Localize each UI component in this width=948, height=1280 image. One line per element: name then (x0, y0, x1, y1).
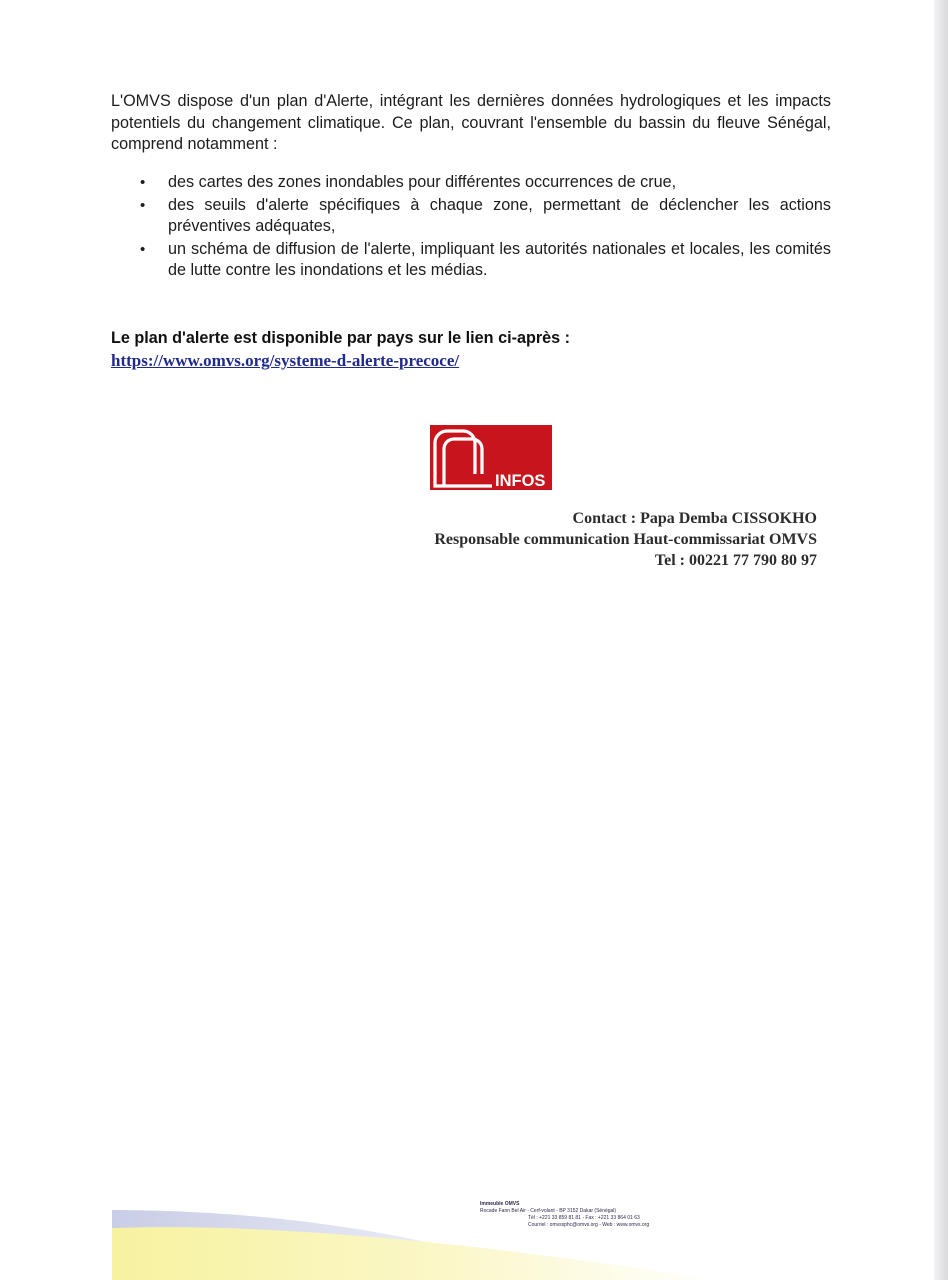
contact-role: Responsable communication Haut-commissariat OMVS (434, 531, 817, 548)
list-item (111, 239, 831, 282)
bullet-icon: • (140, 240, 146, 258)
bullet-icon: • (140, 174, 146, 191)
footer-email-web: Courriel : omvssphc@omvs.org - Web : www.omvs.org (528, 1222, 650, 1228)
intro-paragraph: L'OMVS dispose d'un plan d'Alerte, intégrant les dernières données hydrologiques et les impacts potentiels du changement climatique. Ce plan, couvrant l'ensemble du bassin du fleuve Sénégal, comprend notamment : (111, 92, 831, 153)
alert-plan-link[interactable]: https://www.omvs.org/systeme-d-alerte-precoce/ (111, 351, 460, 370)
page-edge-shadow (934, 0, 948, 1280)
logo-text: INFOS (495, 472, 546, 490)
list-item-text: des seuils d'alerte spécifiques à chaque zone, permettant de déclencher les actions préventives adéquates, (168, 195, 831, 235)
bullet-icon: • (140, 196, 146, 214)
footer-address-block (480, 1201, 649, 1229)
contact-block (434, 508, 817, 571)
contact-name: Contact : Papa Demba CISSOKHO (572, 510, 817, 527)
footer-address: Rocade Fann Bel Air - Cerf-volant - BP 3152 Dakar (Sénégal) (480, 1208, 617, 1214)
list-item-text: des cartes des zones inondables pour différentes occurrences de crue, (168, 173, 677, 191)
footer-phone: Tél : +221 33 859 81 81 - Fax : +221 33 864 01 63 (528, 1215, 640, 1221)
measures-list (111, 172, 831, 283)
footer-org: Immeuble OMVS (480, 1201, 520, 1207)
plan-availability-text: Le plan d'alerte est disponible par pays sur le lien ci-après : (111, 329, 571, 347)
list-item-text: un schéma de diffusion de l'alerte, impliquant les autorités nationales et locales, les comités de lutte contre les inondations et les médias. (168, 239, 831, 279)
list-item (111, 172, 831, 194)
contact-phone: Tel : 00221 77 790 80 97 (654, 552, 817, 569)
list-item (111, 195, 831, 238)
infos-logo (430, 425, 552, 490)
footer-wave-graphic (0, 1180, 934, 1280)
